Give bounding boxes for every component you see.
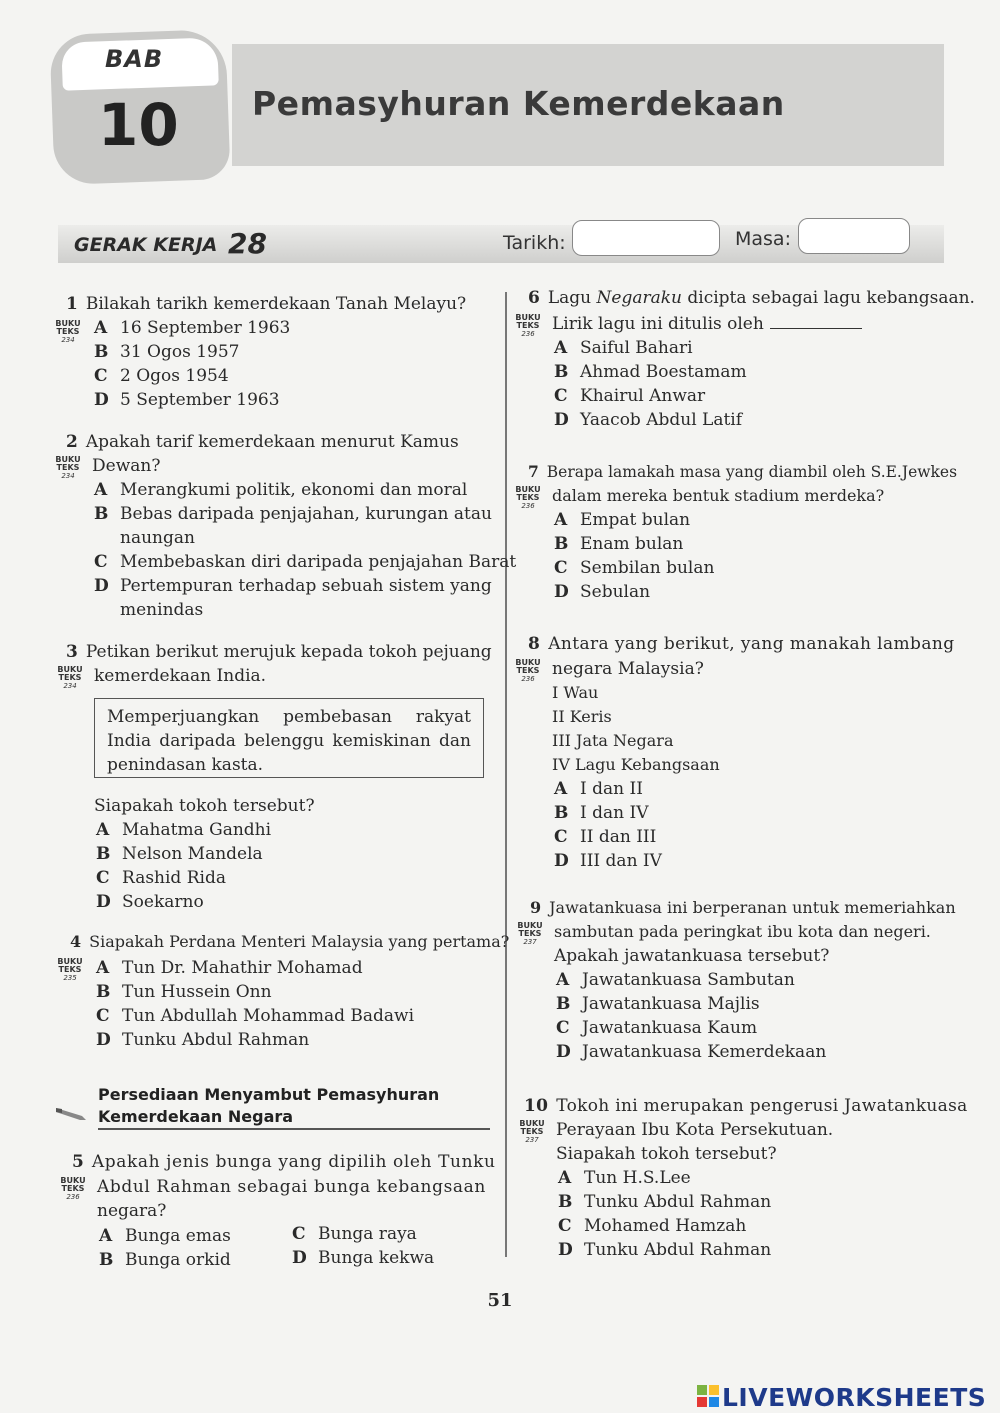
masa-input[interactable] xyxy=(798,218,910,254)
question-4: 4 Siapakah Perdana Menteri Malaysia yang pertama? xyxy=(70,932,510,951)
question-5: 5 Apakah jenis bunga yang dipilih oleh Tunku xyxy=(72,1152,496,1172)
buku-teks-icon: BUKU TEKS 234 xyxy=(57,665,83,690)
question-1 xyxy=(66,292,466,316)
option-a[interactable]: A I dan II xyxy=(554,779,643,799)
option-c[interactable]: C Tun Abdullah Mohammad Badawi xyxy=(96,1006,415,1026)
question-text: Siapakah Perdana Menteri Malaysia yang pertama? xyxy=(89,932,510,951)
option-a[interactable]: A Saiful Bahari xyxy=(554,338,693,358)
option-a[interactable]: A Jawatankuasa Sambutan xyxy=(556,970,795,990)
option-b[interactable]: B 31 Ogos 1957 xyxy=(94,342,240,362)
question-6: 6 Lagu Negaraku dicipta sebagai lagu kebangsaan. xyxy=(528,288,975,308)
option-b[interactable]: B Tunku Abdul Rahman xyxy=(558,1192,772,1212)
question-text: Petikan berikut merujuk kepada tokoh pejuang xyxy=(85,642,492,662)
question-5-options-left xyxy=(97,1224,231,1272)
watermark[interactable]: LIVEWORKSHEETS xyxy=(722,1383,987,1412)
question-9: 9 Jawatankuasa ini berperanan untuk memeriahkan xyxy=(530,898,956,917)
section-underline xyxy=(98,1128,490,1130)
buku-teks-icon: BUKU TEKS 237 xyxy=(519,1119,545,1144)
question-3-options: Siapakah tokoh tersebut? A Mahatma Gandhi B Nelson Mandela C Rashid Rida D Soekarno xyxy=(94,796,315,912)
option-d[interactable]: D Tunku Abdul Rahman xyxy=(558,1240,772,1260)
option-b[interactable]: B Ahmad Boestamam xyxy=(554,362,747,382)
tarikh-input[interactable] xyxy=(572,220,720,256)
option-d[interactable]: D Yaacob Abdul Latif xyxy=(554,410,743,430)
option-a[interactable]: A Bunga emas xyxy=(99,1226,231,1246)
question-text: Bilakah tarikh kemerdekaan Tanah Melayu? xyxy=(85,294,467,314)
question-8: 8 Antara yang berikut, yang manakah lambang xyxy=(528,634,955,654)
option-b[interactable]: B Tun Hussein Onn xyxy=(96,982,272,1002)
tarikh-label: Tarikh: xyxy=(503,232,566,254)
gerak-kerja-label: GERAK KERJA xyxy=(74,234,218,256)
option-d[interactable]: D Soekarno xyxy=(96,892,204,912)
question-7-body: BUKU TEKS 236 dalam mereka bentuk stadium merdeka? A Empat bulan B Enam bulan C Sembilan bulan D Sebulan xyxy=(552,484,884,604)
option-c[interactable]: C Bunga raya xyxy=(292,1224,417,1244)
list-item: III Jata Negara xyxy=(552,731,674,750)
question-10: 10 Tokoh ini merupakan pengerusi Jawatankuasa xyxy=(524,1096,968,1116)
buku-teks-icon: BUKU TEKS 234 xyxy=(55,319,81,344)
page-title: Pemasyhuran Kemerdekaan xyxy=(252,84,785,123)
option-c[interactable]: C Jawatankuasa Kaum xyxy=(556,1018,758,1038)
question-number: 1 xyxy=(66,294,78,314)
option-c[interactable]: C Membebaskan diri daripada penjajahan Barat xyxy=(94,552,517,572)
buku-teks-icon: BUKU TEKS 236 xyxy=(60,1176,86,1201)
option-c[interactable]: C Khairul Anwar xyxy=(554,386,706,406)
option-d[interactable]: D Sebulan xyxy=(554,582,651,602)
option-d[interactable]: D Pertempuran terhadap sebuah sistem yang xyxy=(94,576,492,596)
question-2-body: BUKU TEKS 234 Dewan? A Merangkumi politik, ekonomi dan moral B Bebas daripada penjajahan, kurungan atau naungan C Membebaskan diri daripada penjajahan Barat D Pertempuran terhadap sebuah sistem yang menindas xyxy=(92,454,516,622)
question-text: Apakah tarif kemerdekaan menurut Kamus xyxy=(85,432,459,452)
option-b[interactable]: B Bunga orkid xyxy=(99,1250,231,1270)
question-1-options xyxy=(55,316,291,412)
option-a[interactable]: A Merangkumi politik, ekonomi dan moral xyxy=(94,480,468,500)
section-heading: Persediaan Menyambut Pemasyhuran Kemerdekaan Negara xyxy=(98,1085,440,1126)
question-10-body: BUKU TEKS 237 Perayaan Ibu Kota Persekutuan. Siapakah tokoh tersebut? A Tun H.S.Lee B Tunku Abdul Rahman C Mohamed Hamzah D Tunku Abdul Rahman xyxy=(556,1118,833,1262)
question-7: 7 Berapa lamakah masa yang diambil oleh S.E.Jewkes xyxy=(528,462,958,481)
option-b[interactable]: B Nelson Mandela xyxy=(96,844,263,864)
column-divider xyxy=(505,292,507,1257)
option-b[interactable]: B I dan IV xyxy=(554,803,649,823)
option-c[interactable]: C Rashid Rida xyxy=(96,868,226,888)
option-d[interactable]: D Jawatankuasa Kemerdekaan xyxy=(556,1042,827,1062)
buku-teks-icon: BUKU TEKS 236 xyxy=(515,313,541,338)
option-d[interactable]: D Bunga kekwa xyxy=(292,1248,435,1268)
question-5-options-right xyxy=(290,1222,434,1270)
list-item: IV Lagu Kebangsaan xyxy=(552,755,720,774)
option-c[interactable]: C Sembilan bulan xyxy=(554,558,715,578)
option-b[interactable]: B Jawatankuasa Majlis xyxy=(556,994,760,1014)
option-c[interactable]: C Mohamed Hamzah xyxy=(558,1216,747,1236)
question-3-line2: BUKU TEKS 234 kemerdekaan India. xyxy=(94,664,266,688)
question-text: Apakah jenis bunga yang dipilih oleh Tunku xyxy=(91,1152,496,1172)
question-6-body: BUKU TEKS 236 Lirik lagu ini ditulis oleh A Saiful Bahari B Ahmad Boestamam C Khairul Anwar D Yaacob Abdul Latif xyxy=(552,312,862,432)
buku-teks-icon: BUKU TEKS 235 xyxy=(57,957,83,982)
option-b[interactable]: B Enam bulan xyxy=(554,534,684,554)
option-d[interactable]: D III dan IV xyxy=(554,851,662,871)
option-d[interactable]: D Tunku Abdul Rahman xyxy=(96,1030,310,1050)
chapter-label: BAB xyxy=(105,45,164,73)
option-a[interactable]: A 16 September 1963 xyxy=(94,318,291,338)
option-d[interactable]: D 5 September 1963 xyxy=(94,390,280,410)
question-3: 3 Petikan berikut merujuk kepada tokoh pejuang xyxy=(66,642,492,662)
masa-label: Masa: xyxy=(735,228,791,250)
buku-teks-icon: BUKU TEKS 236 xyxy=(515,485,541,510)
pencil-icon xyxy=(56,1106,90,1120)
quote-box: Memperjuangkan pembebasan rakyat India daripada belenggu kemiskinan dan penindasan kasta. xyxy=(94,698,484,778)
answer-blank[interactable] xyxy=(770,314,862,329)
option-b[interactable]: B Bebas daripada penjajahan, kurungan atau xyxy=(94,504,492,524)
page-number: 51 xyxy=(487,1290,513,1311)
question-8-body: BUKU TEKS 236 negara Malaysia? I Wau II Keris III Jata Negara IV Lagu Kebangsaan A I dan II B I dan IV C II dan III D III dan IV xyxy=(552,657,720,873)
chapter-number: 10 xyxy=(98,91,179,159)
option-a[interactable]: A Tun H.S.Lee xyxy=(558,1168,691,1188)
buku-teks-icon: BUKU TEKS 236 xyxy=(515,658,541,683)
buku-teks-icon: BUKU TEKS 234 xyxy=(55,455,81,480)
list-item: I Wau xyxy=(552,683,599,702)
question-9-body: BUKU TEKS 237 sambutan pada peringkat ibu kota dan negeri. Apakah jawatankuasa tersebut? A Jawatankuasa Sambutan B Jawatankuasa Majlis C Jawatankuasa Kaum D Jawatankuasa Kemerdekaan xyxy=(554,920,931,1064)
question-4-options xyxy=(57,956,415,1052)
list-item: II Keris xyxy=(552,707,612,726)
question-5-body: BUKU TEKS 236 Abdul Rahman sebagai bunga kebangsaan negara? xyxy=(97,1175,486,1223)
option-a[interactable]: A Empat bulan xyxy=(554,510,691,530)
option-c[interactable]: C 2 Ogos 1954 xyxy=(94,366,229,386)
option-c[interactable]: C II dan III xyxy=(554,827,657,847)
gerak-kerja-number: 28 xyxy=(228,227,267,260)
question-2: 2 Apakah tarif kemerdekaan menurut Kamus xyxy=(66,432,459,452)
option-a[interactable]: A Mahatma Gandhi xyxy=(96,820,272,840)
buku-teks-icon: BUKU TEKS 237 xyxy=(517,921,543,946)
liveworksheets-logo-icon xyxy=(697,1385,719,1407)
option-a[interactable]: A Tun Dr. Mahathir Mohamad xyxy=(96,958,363,978)
